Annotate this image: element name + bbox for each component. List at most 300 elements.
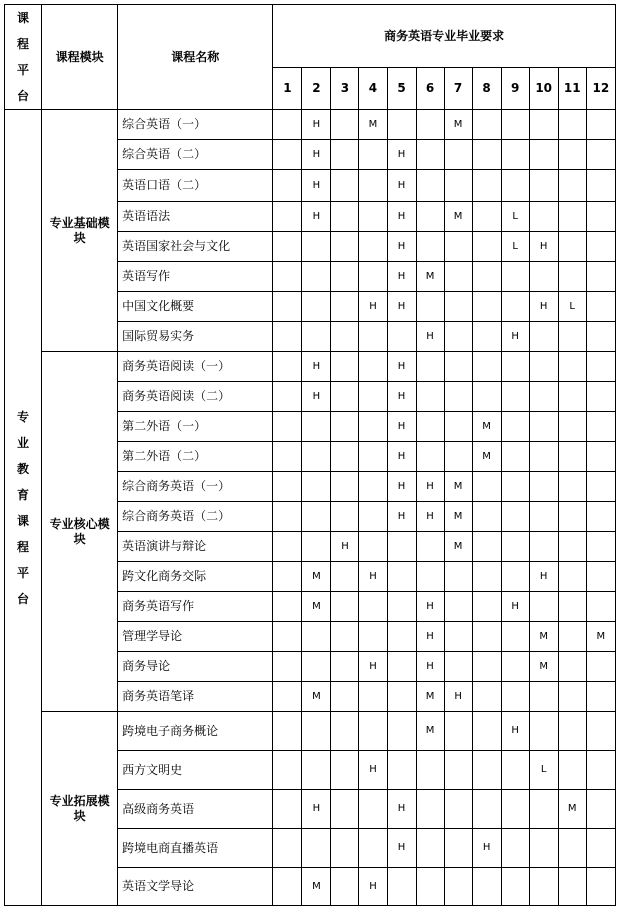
requirement-mark-cell	[331, 412, 359, 442]
requirement-mark-cell	[586, 202, 615, 232]
header-requirements: 商务英语专业毕业要求	[273, 5, 616, 68]
requirement-mark-cell: M	[529, 652, 558, 682]
requirement-mark-cell: L	[501, 232, 529, 262]
module-cell: 专业基础模块	[42, 110, 118, 352]
requirement-mark-cell	[331, 868, 359, 906]
requirement-mark-cell: H	[387, 502, 416, 532]
requirement-mark-cell	[529, 829, 558, 868]
requirement-mark-cell: H	[359, 868, 387, 906]
requirement-mark-cell	[302, 502, 331, 532]
requirement-mark-cell	[586, 829, 615, 868]
course-name-cell: 综合英语（一）	[118, 110, 273, 140]
requirement-mark-cell	[558, 712, 586, 751]
requirement-mark-cell: H	[302, 170, 331, 202]
requirement-mark-cell	[273, 110, 302, 140]
requirement-mark-cell	[416, 412, 444, 442]
requirement-mark-cell	[416, 868, 444, 906]
requirement-mark-cell: H	[302, 352, 331, 382]
requirement-number: 6	[416, 68, 444, 110]
requirement-mark-cell	[586, 232, 615, 262]
requirement-mark-cell	[416, 232, 444, 262]
course-name-cell: 西方文明史	[118, 751, 273, 790]
requirement-mark-cell: H	[359, 562, 387, 592]
requirement-mark-cell	[472, 472, 501, 502]
requirement-mark-cell	[558, 140, 586, 170]
requirement-mark-cell: H	[302, 110, 331, 140]
requirement-mark-cell	[586, 592, 615, 622]
requirement-mark-cell	[444, 652, 472, 682]
course-name-cell: 英语演讲与辩论	[118, 532, 273, 562]
requirement-mark-cell	[273, 352, 302, 382]
requirement-mark-cell	[558, 622, 586, 652]
requirement-number: 3	[331, 68, 359, 110]
requirement-mark-cell	[558, 170, 586, 202]
requirement-mark-cell	[387, 110, 416, 140]
requirement-mark-cell: M	[302, 592, 331, 622]
requirement-mark-cell: H	[444, 682, 472, 712]
requirement-mark-cell: H	[387, 382, 416, 412]
requirement-mark-cell	[529, 262, 558, 292]
requirement-mark-cell: H	[387, 442, 416, 472]
requirement-mark-cell: H	[331, 532, 359, 562]
module-cell: 专业拓展模块	[42, 712, 118, 906]
requirement-number: 12	[586, 68, 615, 110]
requirement-mark-cell: H	[387, 790, 416, 829]
requirement-mark-cell	[273, 442, 302, 472]
header-platform	[5, 5, 42, 110]
requirement-mark-cell	[501, 110, 529, 140]
requirement-mark-cell	[302, 652, 331, 682]
requirement-mark-cell	[472, 202, 501, 232]
requirement-mark-cell	[302, 829, 331, 868]
course-name-cell: 英语国家社会与文化	[118, 232, 273, 262]
requirement-mark-cell: H	[387, 352, 416, 382]
course-name-cell: 商务英语阅读（二）	[118, 382, 273, 412]
requirement-number: 8	[472, 68, 501, 110]
requirement-mark-cell	[302, 322, 331, 352]
requirement-mark-cell	[359, 170, 387, 202]
requirement-mark-cell	[586, 352, 615, 382]
requirement-mark-cell	[444, 412, 472, 442]
requirement-mark-cell	[444, 622, 472, 652]
requirement-mark-cell	[331, 790, 359, 829]
requirement-mark-cell	[586, 292, 615, 322]
requirement-mark-cell	[444, 829, 472, 868]
requirement-mark-cell: M	[472, 412, 501, 442]
requirement-mark-cell: H	[302, 140, 331, 170]
requirement-mark-cell	[558, 262, 586, 292]
requirement-mark-cell	[558, 232, 586, 262]
requirement-mark-cell	[302, 442, 331, 472]
requirement-mark-cell	[302, 262, 331, 292]
requirement-mark-cell: M	[302, 562, 331, 592]
requirement-mark-cell	[416, 170, 444, 202]
requirement-number: 5	[387, 68, 416, 110]
requirement-mark-cell	[359, 262, 387, 292]
requirement-mark-cell: H	[416, 592, 444, 622]
requirement-mark-cell	[501, 140, 529, 170]
requirement-mark-cell	[529, 472, 558, 502]
requirement-mark-cell: H	[387, 202, 416, 232]
requirement-mark-cell	[444, 562, 472, 592]
requirement-mark-cell	[586, 322, 615, 352]
requirement-mark-cell	[387, 322, 416, 352]
requirement-mark-cell	[501, 532, 529, 562]
header-row	[5, 5, 616, 68]
requirement-mark-cell	[501, 382, 529, 412]
requirement-mark-cell	[586, 712, 615, 751]
module-cell: 专业核心模块	[42, 352, 118, 712]
requirement-mark-cell: H	[416, 652, 444, 682]
table-row	[5, 352, 616, 382]
requirement-mark-cell: H	[359, 292, 387, 322]
course-name-cell: 商务英语笔译	[118, 682, 273, 712]
requirement-mark-cell: H	[387, 140, 416, 170]
requirement-mark-cell	[529, 140, 558, 170]
requirement-mark-cell: H	[302, 202, 331, 232]
requirement-mark-cell	[273, 472, 302, 502]
course-name-cell: 跨境电子商务概论	[118, 712, 273, 751]
requirement-mark-cell	[472, 262, 501, 292]
requirement-mark-cell: H	[387, 232, 416, 262]
requirement-mark-cell	[586, 562, 615, 592]
requirement-mark-cell	[558, 442, 586, 472]
requirement-mark-cell	[529, 868, 558, 906]
course-name-cell: 跨文化商务交际	[118, 562, 273, 592]
requirement-mark-cell	[331, 292, 359, 322]
requirement-mark-cell	[558, 682, 586, 712]
table-row	[5, 712, 616, 751]
requirement-mark-cell	[273, 592, 302, 622]
requirement-mark-cell	[302, 712, 331, 751]
requirement-mark-cell	[586, 751, 615, 790]
requirement-mark-cell: H	[416, 322, 444, 352]
requirement-mark-cell	[331, 110, 359, 140]
requirement-mark-cell: H	[387, 292, 416, 322]
requirement-mark-cell	[558, 382, 586, 412]
requirement-mark-cell	[416, 140, 444, 170]
course-name-cell: 国际贸易实务	[118, 322, 273, 352]
requirement-mark-cell: H	[529, 232, 558, 262]
requirement-mark-cell	[529, 170, 558, 202]
requirement-mark-cell	[444, 712, 472, 751]
requirement-mark-cell	[472, 652, 501, 682]
requirement-number: 4	[359, 68, 387, 110]
requirement-mark-cell	[472, 140, 501, 170]
requirement-mark-cell	[273, 262, 302, 292]
requirement-mark-cell	[302, 622, 331, 652]
requirement-mark-cell	[472, 682, 501, 712]
requirement-mark-cell: H	[302, 790, 331, 829]
requirement-mark-cell	[444, 442, 472, 472]
requirement-mark-cell	[529, 682, 558, 712]
requirement-mark-cell: H	[501, 322, 529, 352]
requirement-mark-cell	[472, 751, 501, 790]
requirement-mark-cell	[359, 202, 387, 232]
requirement-mark-cell	[302, 532, 331, 562]
requirement-mark-cell	[444, 232, 472, 262]
requirement-mark-cell	[529, 352, 558, 382]
requirement-mark-cell: M	[416, 712, 444, 751]
course-name-cell: 综合商务英语（二）	[118, 502, 273, 532]
requirement-mark-cell	[586, 442, 615, 472]
requirement-mark-cell: M	[586, 622, 615, 652]
requirement-mark-cell	[359, 472, 387, 502]
requirement-mark-cell	[331, 232, 359, 262]
requirement-mark-cell	[472, 292, 501, 322]
requirement-mark-cell	[273, 868, 302, 906]
requirement-mark-cell	[273, 790, 302, 829]
requirement-mark-cell	[501, 352, 529, 382]
requirement-mark-cell	[558, 322, 586, 352]
requirement-mark-cell	[416, 110, 444, 140]
requirement-mark-cell	[501, 868, 529, 906]
requirement-mark-cell: H	[302, 382, 331, 412]
requirement-mark-cell	[302, 292, 331, 322]
course-name-cell: 商务英语写作	[118, 592, 273, 622]
requirement-mark-cell	[529, 110, 558, 140]
requirement-mark-cell	[273, 622, 302, 652]
requirement-mark-cell	[501, 412, 529, 442]
requirement-mark-cell	[472, 322, 501, 352]
requirement-mark-cell: H	[501, 592, 529, 622]
requirement-mark-cell: H	[529, 562, 558, 592]
requirement-mark-cell: M	[444, 502, 472, 532]
requirement-mark-cell	[501, 292, 529, 322]
requirement-mark-cell	[444, 790, 472, 829]
requirement-mark-cell: M	[302, 682, 331, 712]
requirement-mark-cell: M	[529, 622, 558, 652]
requirement-mark-cell	[331, 829, 359, 868]
requirement-mark-cell	[416, 751, 444, 790]
requirement-mark-cell	[472, 502, 501, 532]
requirement-mark-cell	[472, 170, 501, 202]
requirement-mark-cell	[586, 170, 615, 202]
requirement-mark-cell	[501, 790, 529, 829]
requirement-mark-cell	[558, 412, 586, 442]
requirement-mark-cell	[273, 292, 302, 322]
requirement-mark-cell	[501, 751, 529, 790]
requirement-mark-cell	[359, 622, 387, 652]
course-name-cell: 英语口语（二）	[118, 170, 273, 202]
requirement-mark-cell	[359, 412, 387, 442]
requirement-mark-cell	[416, 382, 444, 412]
requirement-mark-cell	[302, 412, 331, 442]
requirement-mark-cell	[444, 868, 472, 906]
requirement-mark-cell	[331, 322, 359, 352]
requirement-mark-cell	[444, 751, 472, 790]
course-name-cell: 综合英语（二）	[118, 140, 273, 170]
requirement-mark-cell	[416, 352, 444, 382]
requirement-mark-cell	[501, 829, 529, 868]
requirement-mark-cell	[529, 712, 558, 751]
requirement-number: 2	[302, 68, 331, 110]
requirement-mark-cell	[501, 170, 529, 202]
requirement-mark-cell: M	[359, 110, 387, 140]
requirement-mark-cell	[273, 382, 302, 412]
requirement-mark-cell	[387, 682, 416, 712]
requirement-mark-cell	[586, 868, 615, 906]
requirement-mark-cell: H	[387, 412, 416, 442]
requirement-mark-cell	[359, 382, 387, 412]
requirement-mark-cell	[586, 140, 615, 170]
requirement-mark-cell: M	[416, 262, 444, 292]
requirement-mark-cell	[444, 322, 472, 352]
requirement-mark-cell	[586, 532, 615, 562]
requirement-mark-cell	[359, 502, 387, 532]
requirement-mark-cell	[387, 712, 416, 751]
requirement-mark-cell	[331, 502, 359, 532]
requirement-mark-cell	[472, 352, 501, 382]
requirement-mark-cell	[359, 442, 387, 472]
requirement-mark-cell	[331, 382, 359, 412]
requirement-mark-cell	[444, 262, 472, 292]
requirement-mark-cell	[472, 790, 501, 829]
requirement-mark-cell: H	[387, 262, 416, 292]
requirement-mark-cell	[529, 202, 558, 232]
requirement-mark-cell: H	[359, 751, 387, 790]
requirement-mark-cell	[529, 412, 558, 442]
requirement-mark-cell	[501, 682, 529, 712]
platform-cell	[5, 110, 42, 906]
requirement-mark-cell	[359, 592, 387, 622]
requirement-mark-cell	[586, 382, 615, 412]
requirement-mark-cell: H	[501, 712, 529, 751]
requirement-mark-cell	[302, 472, 331, 502]
requirement-mark-cell	[331, 622, 359, 652]
requirement-mark-cell	[529, 442, 558, 472]
requirement-mark-cell	[273, 232, 302, 262]
requirement-mark-cell	[501, 502, 529, 532]
requirement-mark-cell	[529, 790, 558, 829]
requirement-mark-cell	[586, 682, 615, 712]
requirement-mark-cell	[331, 682, 359, 712]
requirement-mark-cell	[472, 232, 501, 262]
requirement-mark-cell	[529, 592, 558, 622]
requirement-mark-cell: M	[472, 442, 501, 472]
course-name-cell: 第二外语（二）	[118, 442, 273, 472]
curriculum-matrix-table	[4, 4, 616, 906]
requirement-mark-cell	[416, 442, 444, 472]
requirement-mark-cell	[558, 352, 586, 382]
requirement-mark-cell	[387, 751, 416, 790]
requirement-mark-cell: M	[444, 110, 472, 140]
requirement-mark-cell	[359, 532, 387, 562]
requirement-mark-cell	[444, 592, 472, 622]
requirement-mark-cell	[331, 592, 359, 622]
requirement-number: 10	[529, 68, 558, 110]
requirement-mark-cell	[416, 829, 444, 868]
requirement-mark-cell	[302, 751, 331, 790]
requirement-mark-cell	[331, 652, 359, 682]
platform-label: 专业教育课程平台	[17, 409, 30, 606]
requirement-number: 7	[444, 68, 472, 110]
course-name-cell: 英语写作	[118, 262, 273, 292]
requirement-mark-cell	[501, 472, 529, 502]
requirement-mark-cell	[586, 502, 615, 532]
requirement-mark-cell	[416, 532, 444, 562]
requirement-mark-cell	[501, 622, 529, 652]
requirement-mark-cell	[416, 562, 444, 592]
requirement-mark-cell	[416, 790, 444, 829]
requirement-mark-cell	[331, 562, 359, 592]
requirement-mark-cell	[558, 652, 586, 682]
header-course-name: 课程名称	[118, 5, 273, 110]
requirement-mark-cell	[444, 140, 472, 170]
requirement-mark-cell: H	[387, 170, 416, 202]
requirement-mark-cell: L	[558, 292, 586, 322]
requirement-mark-cell: H	[387, 829, 416, 868]
requirement-mark-cell	[273, 562, 302, 592]
requirement-mark-cell: H	[529, 292, 558, 322]
course-name-cell: 跨境电商直播英语	[118, 829, 273, 868]
requirement-mark-cell	[359, 682, 387, 712]
requirement-mark-cell	[359, 140, 387, 170]
course-name-cell: 管理学导论	[118, 622, 273, 652]
requirement-mark-cell	[359, 322, 387, 352]
requirement-mark-cell	[387, 562, 416, 592]
requirement-mark-cell	[558, 472, 586, 502]
requirement-mark-cell: H	[416, 502, 444, 532]
requirement-mark-cell	[586, 262, 615, 292]
requirement-mark-cell	[558, 202, 586, 232]
requirement-mark-cell	[359, 232, 387, 262]
requirement-mark-cell	[558, 502, 586, 532]
requirement-mark-cell	[529, 322, 558, 352]
requirement-mark-cell	[472, 532, 501, 562]
requirement-mark-cell	[331, 712, 359, 751]
requirement-number: 1	[273, 68, 302, 110]
requirement-mark-cell	[416, 292, 444, 322]
requirement-mark-cell	[529, 502, 558, 532]
requirement-mark-cell	[472, 712, 501, 751]
requirement-mark-cell	[331, 352, 359, 382]
requirement-mark-cell	[472, 562, 501, 592]
requirement-mark-cell	[273, 322, 302, 352]
requirement-mark-cell	[586, 790, 615, 829]
course-name-cell: 第二外语（一）	[118, 412, 273, 442]
course-name-cell: 中国文化概要	[118, 292, 273, 322]
requirement-mark-cell	[387, 868, 416, 906]
requirement-mark-cell	[273, 412, 302, 442]
course-name-cell: 英语语法	[118, 202, 273, 232]
requirement-mark-cell	[302, 232, 331, 262]
requirement-mark-cell	[387, 532, 416, 562]
requirement-mark-cell	[558, 532, 586, 562]
requirement-mark-cell	[444, 352, 472, 382]
requirement-mark-cell	[273, 829, 302, 868]
requirement-mark-cell: M	[444, 472, 472, 502]
requirement-mark-cell	[501, 262, 529, 292]
requirement-number: 11	[558, 68, 586, 110]
requirement-mark-cell	[331, 751, 359, 790]
requirement-mark-cell	[359, 829, 387, 868]
requirement-mark-cell	[501, 652, 529, 682]
requirement-mark-cell	[273, 652, 302, 682]
requirement-mark-cell	[472, 592, 501, 622]
requirement-mark-cell	[331, 202, 359, 232]
requirement-mark-cell	[558, 829, 586, 868]
requirement-mark-cell: M	[416, 682, 444, 712]
header-module: 课程模块	[42, 5, 118, 110]
requirement-mark-cell: H	[416, 622, 444, 652]
requirement-mark-cell	[472, 110, 501, 140]
requirement-mark-cell: M	[558, 790, 586, 829]
requirement-mark-cell	[359, 790, 387, 829]
requirement-mark-cell	[331, 262, 359, 292]
requirement-mark-cell: M	[444, 202, 472, 232]
requirement-mark-cell: M	[444, 532, 472, 562]
